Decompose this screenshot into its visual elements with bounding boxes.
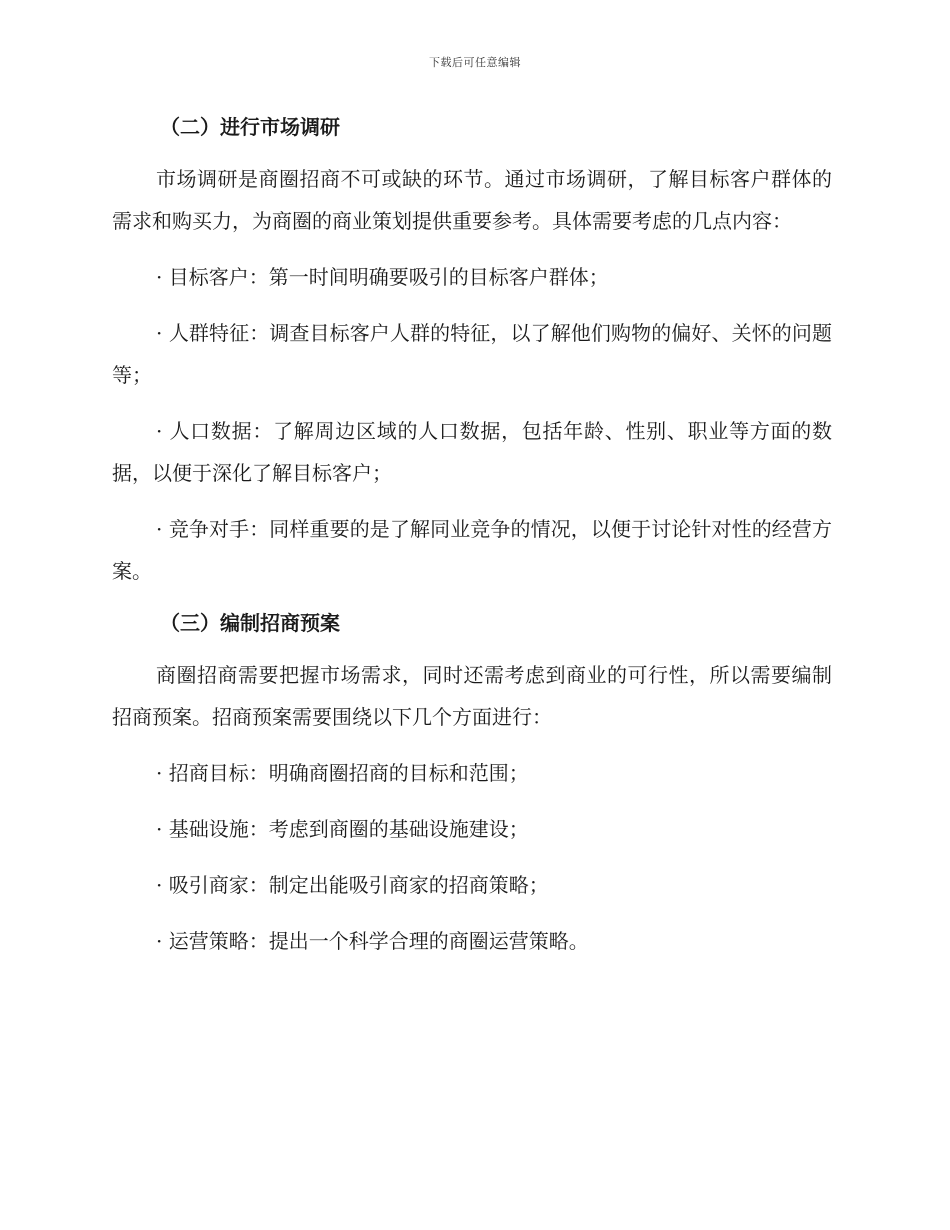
bullet-operation-strategy: · 运营策略：提出一个科学合理的商圈运营策略。 (156, 929, 589, 953)
header-note: 下载后可任意编辑 (429, 56, 521, 69)
section-heading-investment-plan: （三）编制招商预案 (160, 611, 340, 635)
bullet-attract-merchants: · 吸引商家：制定出能吸引商家的招商策略； (156, 873, 549, 897)
investment-plan-intro: 商圈招商需要把握市场需求，同时还需考虑到商业的可行性，所以需要编制招商预案。招商预案需要围绕以下几个方面进行： (112, 663, 832, 729)
bullet-target-customers: · 目标客户：第一时间明确要吸引的目标客户群体； (156, 265, 609, 289)
bullet-investment-goals: · 招商目标：明确商圈招商的目标和范围； (156, 761, 529, 785)
bullet-population-traits: · 人群特征：调查目标客户人群的特征，以了解他们购物的偏好、关怀的问题等； (112, 321, 832, 387)
bullet-competitors: · 竞争对手：同样重要的是了解同业竞争的情况，以便于讨论针对性的经营方案。 (112, 517, 832, 583)
document-body (112, 110, 832, 962)
bullet-population-data: · 人口数据：了解周边区域的人口数据，包括年龄、性别、职业等方面的数据，以便于深化了解目标客户； (112, 419, 832, 485)
market-research-intro: 市场调研是商圈招商不可或缺的环节。通过市场调研，了解目标客户群体的需求和购买力，为商圈的商业策划提供重要参考。具体需要考虑的几点内容： (112, 167, 832, 233)
section-heading-market-research: （二）进行市场调研 (160, 115, 340, 139)
bullet-infrastructure: · 基础设施：考虑到商圈的基础设施建设； (156, 817, 529, 841)
